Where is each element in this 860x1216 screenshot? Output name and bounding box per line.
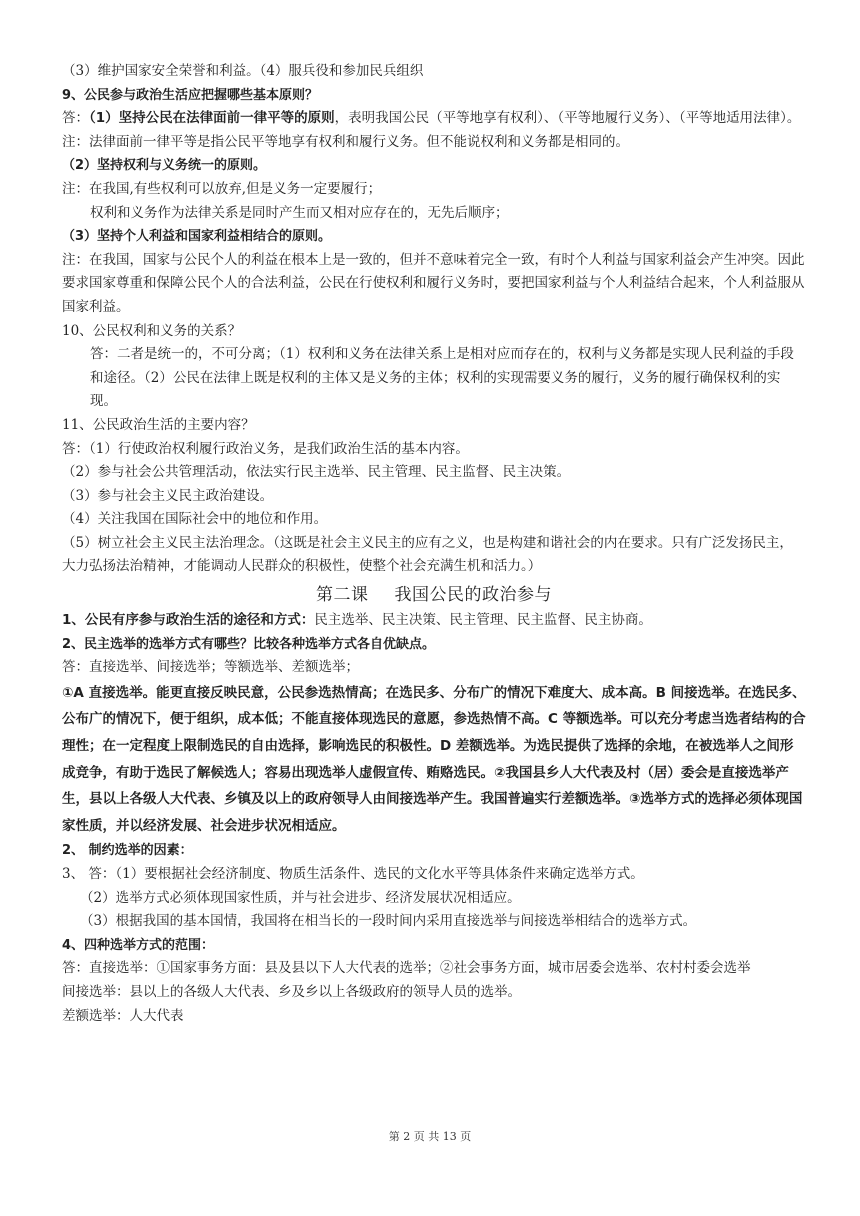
answer-line: （4）关注我国在国际社会中的地位和作用。 — [62, 511, 328, 528]
lesson-heading — [62, 581, 806, 609]
principle-1-detail: ，表明我国公民（平等地享有权利）、（平等地履行义务）、（平等地适用法律）。 — [334, 110, 801, 127]
text-line: （3）维护国家安全荣誉和利益。（4）服兵役和参加民兵组织 — [62, 63, 424, 79]
question-heading: 11、公民政治生活的主要内容？ — [62, 416, 255, 433]
lesson-number: 第二课 — [316, 585, 369, 606]
answer-line: （3）参与社会主义民主政治建设。 — [62, 487, 274, 504]
answer-line: 间接选举：县以上的各级人大代表、乡及乡以上各级政府的领导人员的选举。 — [62, 983, 521, 1000]
question-heading: 2、民主选举的选举方式有哪些？比较各种选举方式各自优缺点。 — [62, 636, 436, 652]
answer-line: 3、 答：（1）要根据社会经济制度、物质生活条件、选民的文化水平等具体条件来确定选举方式。 — [62, 866, 644, 882]
lesson-title: 我国公民的政治参与 — [394, 585, 552, 606]
answer-prefix: 答： — [62, 110, 89, 127]
answer-paragraph: （5）树立社会主义民主法治理念。（这既是社会主义民主的应有之义，也是构建和谐社会的内在要求。只有广泛发扬民主，大力弘扬法治精神，才能调动人民群众的积极性，使整个社会充满生机和活力。） — [62, 534, 793, 575]
note-line: 注：在我国,有些权利可以放弃,但是义务一定要履行； — [62, 180, 382, 197]
note-line: 注：法律面前一律平等是指公民平等地享有权利和履行义务。但不能说权利和义务都是相同的。 — [62, 133, 629, 150]
answer-paragraph: 答：直接选举：①国家事务方面：县及县以下人大代表的选举；②社会事务方面，城市居委会选举、农村村委会选举 — [62, 960, 751, 977]
answer-line: 答：（1）行使政治权利履行政治义务，是我们政治生活的基本内容。 — [62, 440, 469, 457]
question-heading: 2、 制约选举的因素： — [62, 843, 193, 859]
principle-2: （2）坚持权利与义务统一的原则。 — [62, 158, 267, 174]
answer-line: （2）参与社会公共管理活动，依法实行民主选举、民主管理、民主监督、民主决策。 — [62, 464, 571, 481]
note-paragraph: 注：在我国，国家与公民个人的利益在根本上是一致的，但并不意味着完全一致，有时个人利益与国家利益会产生冲突。因此要求国家尊重和保障公民个人的合法利益，公民在行使权利和履行义务时，要把国家利益与个人利益结合起来，个人利益服从国家利益。 — [62, 251, 805, 315]
question-heading: 10、公民权利和义务的关系？ — [62, 322, 242, 339]
election-comparison: ①A 直接选举。能更直接反映民意，公民参选热情高；在选民多、分布广的情况下难度大、成本高。B 间接选举。在选民多、公布广的情况下，便于组织，成本低；不能直接体现选民的意愿，参选热情不高。C 等额选举。可以充分考虑当选者结构的合理性；在一定程度上限制选民的自由选择，影响选民的积极性。D 差额选举。为选民提供了选择的余地，在被选举人之间形成竞争，有助于选民了解候选人；容易出现选举人虚假宣传、贿赂选民。②我国县乡人大代表及村（居）委会是直接选举产生，县以上各级人大代表、乡镇及以上的政府领导人由间接选举产生。我国普遍实行差额选举。③选举方式的选择必须体现国家性质，并以经济发展、社会进步状况相适应。 — [62, 684, 806, 834]
answer-line: 差额选举：人大代表 — [62, 1007, 184, 1024]
principle-3: （3）坚持个人利益和国家利益相结合的原则。 — [62, 229, 332, 245]
answer-line: （3）根据我国的基本国情，我国将在相当长的一段时间内采用直接选举与间接选举相结合的选举方式。 — [80, 913, 697, 930]
question-line — [62, 609, 806, 633]
question-heading: 9、公民参与政治生活应把握哪些基本原则？ — [62, 87, 319, 103]
question-heading: 1、公民有序参与政治生活的途径和方式： — [62, 612, 315, 629]
answer-line: 答：直接选举、间接选举；等额选举、差额选举； — [62, 659, 359, 676]
answer-paragraph — [62, 107, 806, 131]
question-heading: 4、四种选举方式的范围： — [62, 937, 215, 953]
answer-text: 民主选举、民主决策、民主管理、民主监督、民主协商。 — [314, 612, 652, 629]
answer-paragraph: 答：二者是统一的，不可分离；（1）权利和义务在法律关系上是相对应而存在的，权利与义务都是实现人民利益的手段和途径。（2）公民在法律上既是权利的主体又是义务的主体；权利的实现需要义务的履行，义务的履行确保权利的实现。 — [90, 346, 794, 410]
answer-line: （2）选举方式必须体现国家性质，并与社会进步、经济发展状况相适应。 — [80, 889, 521, 906]
principle-1: （1）坚持公民在法律面前一律平等的原则 — [89, 110, 335, 127]
page-number: 第 2 页 共 13 页 — [388, 1130, 472, 1143]
document-page — [62, 60, 806, 1028]
note-line: 权利和义务作为法律关系是同时产生而又相对应存在的，无先后顺序； — [90, 204, 509, 221]
